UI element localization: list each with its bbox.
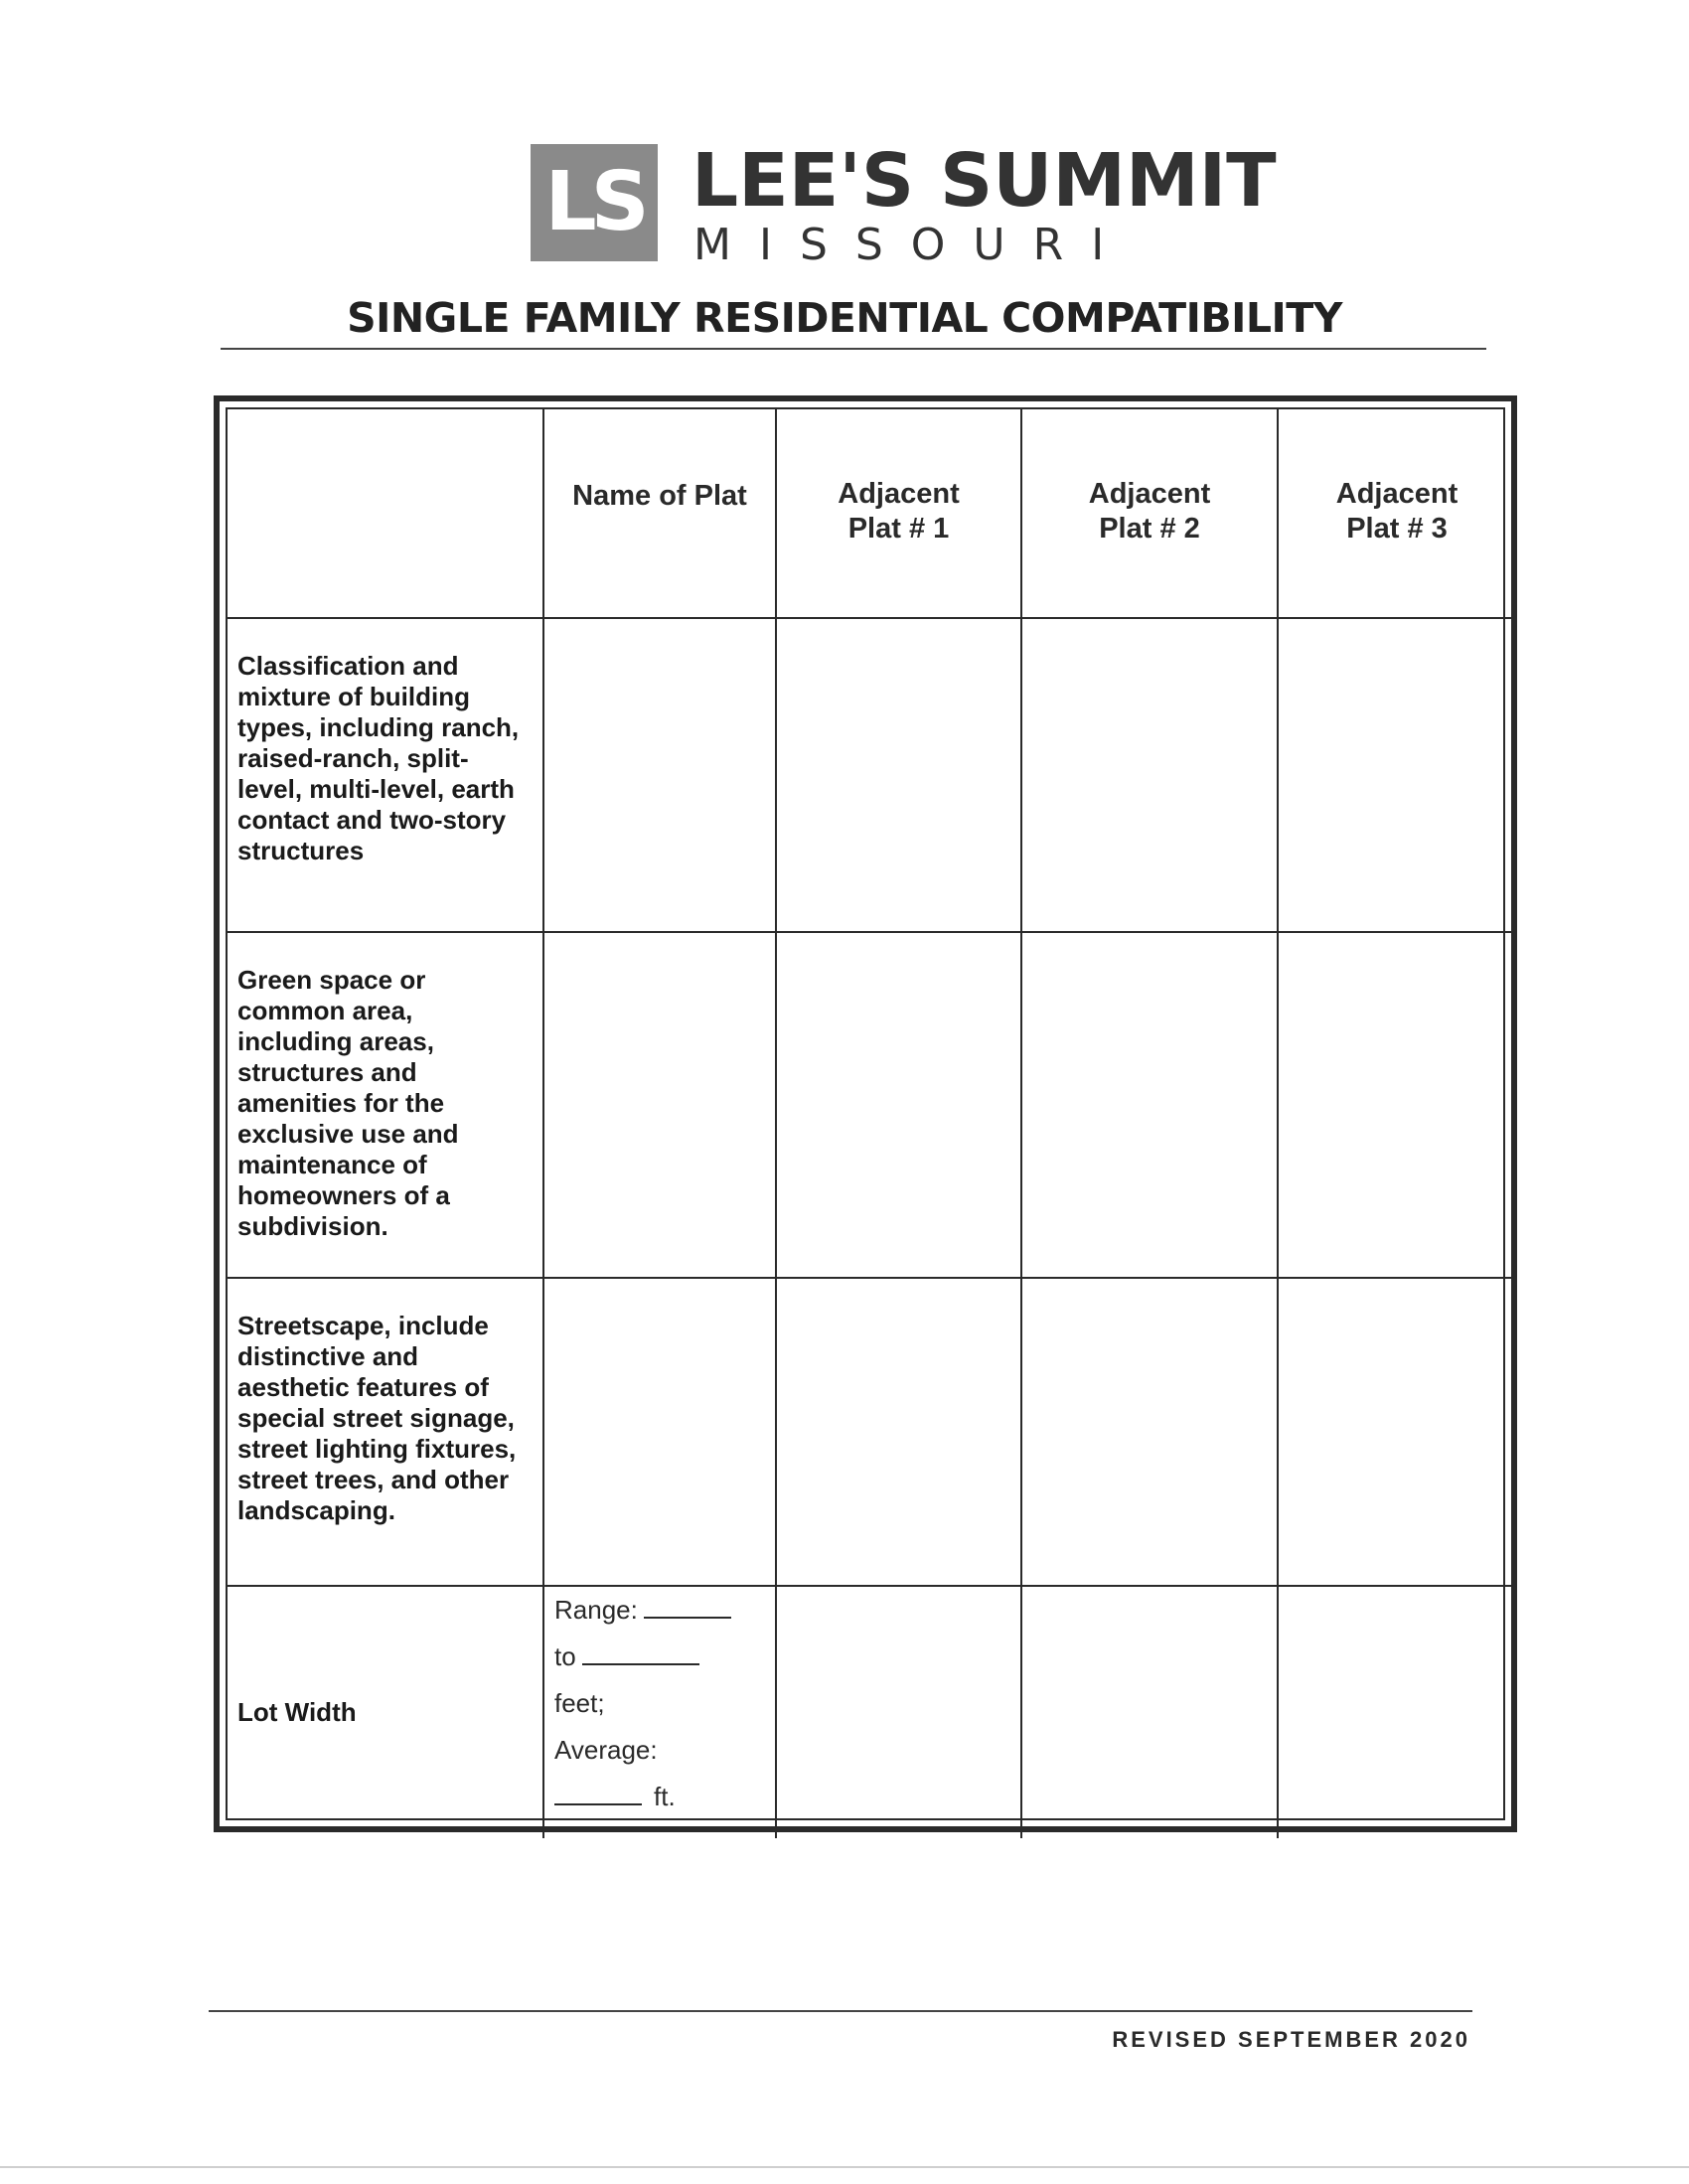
footer-divider	[209, 2010, 1472, 2012]
input-cell-name-of-plat[interactable]	[543, 1278, 776, 1586]
row-label-green-space: Green space or common area, including areas, structures and amenities for the exclusive use and maintenance of homeowners of a subdivision.	[228, 932, 543, 1278]
logo-city-name: LEE'S SUMMIT	[691, 138, 1277, 224]
header-adjacent-plat-1: Adjacent Plat # 1	[776, 409, 1021, 618]
title-divider	[221, 348, 1486, 350]
header-adjacent-plat-2: Adjacent Plat # 2	[1021, 409, 1278, 618]
compatibility-table	[228, 409, 1515, 1838]
average-line	[554, 1727, 765, 1774]
input-cell-adjacent-plat-2[interactable]	[1021, 1586, 1278, 1838]
document-title: SINGLE FAMILY RESIDENTIAL COMPATIBILITY	[347, 294, 1342, 342]
table-row	[228, 618, 1515, 932]
input-cell-adjacent-plat-1[interactable]	[776, 1278, 1021, 1586]
input-cell-adjacent-plat-2[interactable]	[1021, 618, 1278, 932]
lot-width-plat-cell[interactable]	[543, 1586, 776, 1838]
range-label: Range:	[554, 1595, 638, 1625]
form-table-frame	[214, 395, 1517, 1832]
row-label-lot-width: Lot Width	[228, 1586, 543, 1838]
input-cell-adjacent-plat-2[interactable]	[1021, 1278, 1278, 1586]
table-header-row	[228, 409, 1515, 618]
table-row	[228, 1278, 1515, 1586]
table-row	[228, 932, 1515, 1278]
input-cell-adjacent-plat-1[interactable]	[776, 1586, 1021, 1838]
to-label: to	[554, 1641, 576, 1671]
input-cell-adjacent-plat-2[interactable]	[1021, 932, 1278, 1278]
logo-mark-box	[531, 144, 658, 261]
header-adjacent-plat-3: Adjacent Plat # 3	[1278, 409, 1515, 618]
table-row	[228, 1586, 1515, 1838]
ft-line	[554, 1774, 765, 1820]
form-table-inner-frame	[226, 407, 1505, 1820]
ft-label: ft.	[654, 1782, 676, 1811]
row-label-building-types: Classification and mixture of building types, including ranch, raised-ranch, split-level, multi-level, earth contact and two-story structures	[228, 618, 543, 932]
input-cell-adjacent-plat-3[interactable]	[1278, 1278, 1515, 1586]
header-cell-blank	[228, 409, 543, 618]
scan-edge-line	[0, 2166, 1689, 2168]
range-line	[554, 1587, 765, 1634]
range-to-blank[interactable]	[582, 1649, 699, 1665]
input-cell-adjacent-plat-3[interactable]	[1278, 1586, 1515, 1838]
input-cell-adjacent-plat-3[interactable]	[1278, 618, 1515, 932]
range-from-blank[interactable]	[644, 1603, 731, 1619]
to-line	[554, 1634, 765, 1680]
input-cell-name-of-plat[interactable]	[543, 618, 776, 932]
logo-mark-text: LS	[544, 155, 644, 249]
input-cell-adjacent-plat-1[interactable]	[776, 618, 1021, 932]
input-cell-name-of-plat[interactable]	[543, 932, 776, 1278]
row-label-streetscape: Streetscape, include distinctive and aesthetic features of special street signage, street lighting fixtures, street trees, and other landscaping.	[228, 1278, 543, 1586]
city-logo	[531, 138, 1277, 270]
revised-date: REVISED SEPTEMBER 2020	[1112, 2027, 1470, 2052]
feet-line	[554, 1680, 765, 1727]
average-blank[interactable]	[554, 1790, 642, 1805]
input-cell-adjacent-plat-1[interactable]	[776, 932, 1021, 1278]
average-label: Average:	[554, 1735, 658, 1765]
header-name-of-plat: Name of Plat	[543, 409, 776, 618]
logo-state-name: MISSOURI	[693, 220, 1133, 270]
input-cell-adjacent-plat-3[interactable]	[1278, 932, 1515, 1278]
feet-label: feet;	[554, 1688, 605, 1718]
